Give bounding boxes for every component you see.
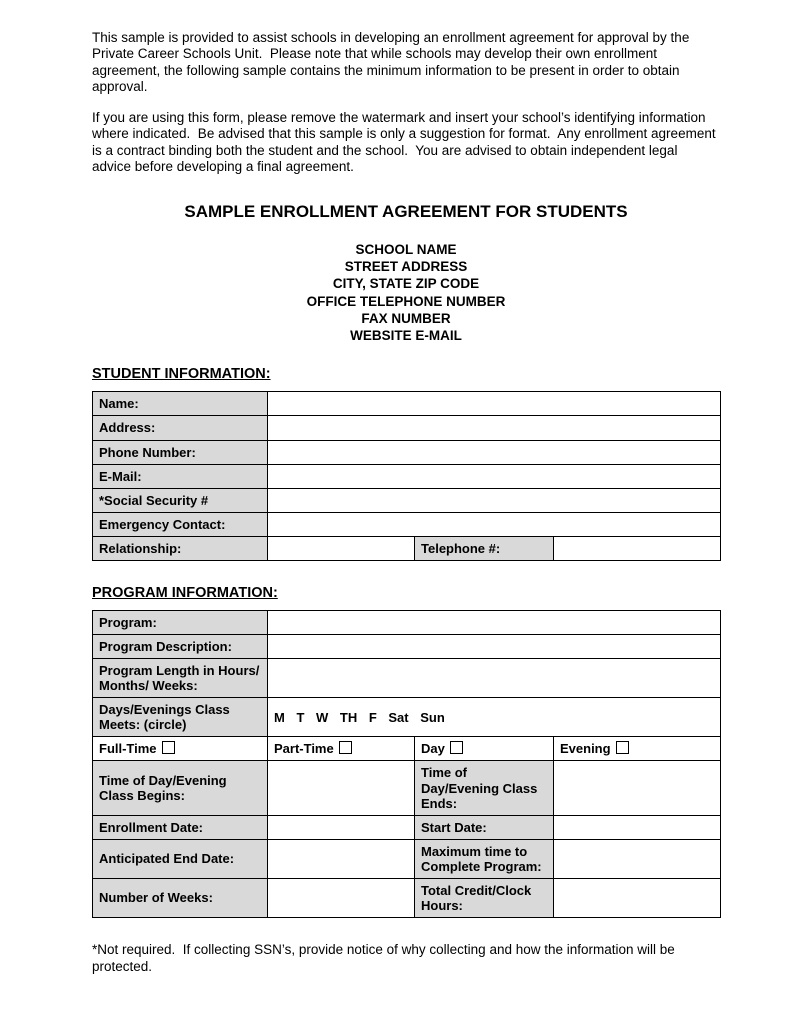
number-of-weeks-value-cell [268, 878, 415, 917]
name-label: Name: [93, 392, 268, 416]
full-time-cell [93, 737, 268, 761]
social-security-label: *Social Security # [93, 488, 268, 512]
full-time-label: Full-Time [99, 741, 157, 757]
table-row [93, 698, 721, 737]
email-label: E-Mail: [93, 464, 268, 488]
phone-number-value-cell [268, 440, 721, 464]
table-row [93, 761, 721, 815]
telephone-value-cell [554, 536, 721, 560]
part-time-checkbox [339, 741, 352, 754]
emergency-contact-label: Emergency Contact: [93, 512, 268, 536]
class-ends-value-cell [554, 761, 721, 815]
student-information-heading: STUDENT INFORMATION: [92, 366, 271, 383]
relationship-label: Relationship: [93, 536, 268, 560]
document-title: SAMPLE ENROLLMENT AGREEMENT FOR STUDENTS [184, 201, 628, 221]
name-value-cell [268, 392, 721, 416]
table-row [93, 610, 721, 634]
ssn-footnote: *Not required. If collecting SSN’s, provide notice of why collecting and how the information will be protected. [92, 942, 679, 974]
phone-number-label: Phone Number: [93, 440, 268, 464]
day-cell [415, 737, 554, 761]
table-row [93, 488, 721, 512]
table-row [93, 464, 721, 488]
email-value-cell [268, 464, 721, 488]
program-length-label: Program Length in Hours/ Months/ Weeks: [93, 659, 268, 698]
table-row [93, 536, 721, 560]
table-row [93, 634, 721, 658]
telephone-label: Telephone #: [415, 536, 554, 560]
days-evenings-label: Days/Evenings Class Meets: (circle) [93, 698, 268, 737]
program-information-table [92, 610, 721, 918]
table-row [93, 878, 721, 917]
intro-paragraph-1: This sample is provided to assist schools in developing an enrollment agreement for approval by the Private Career Schools Unit. Please note that while schools may develop their own enrollment agreement, the following sample contains the minimum information to be present in order to obtain approval. [92, 30, 694, 95]
program-label: Program: [93, 610, 268, 634]
enrollment-date-label: Enrollment Date: [93, 815, 268, 839]
table-row [93, 512, 721, 536]
table-row [93, 416, 721, 440]
student-information-table [92, 391, 721, 561]
address-label: Address: [93, 416, 268, 440]
website-email-line: WEBSITE E-MAIL [350, 328, 462, 344]
program-information-heading: PROGRAM INFORMATION: [92, 584, 278, 601]
intro-paragraph-2: If you are using this form, please remove the watermark and insert your school’s identifying information where indicated. Be advised that this sample is only a suggestion for format. Any enrollment agreement is a contract binding both the student and the school. You are advised to obtain independent legal advice before developing a final agreement. [92, 109, 720, 175]
anticipated-end-date-label: Anticipated End Date: [93, 839, 268, 878]
school-header-block [92, 241, 720, 345]
relationship-value-cell [268, 536, 415, 560]
fax-number-line: FAX NUMBER [361, 310, 451, 326]
table-row [93, 659, 721, 698]
number-of-weeks-label: Number of Weeks: [93, 878, 268, 917]
table-row [93, 392, 721, 416]
days-of-week-value: M T W TH F Sat Sun [268, 698, 721, 737]
evening-checkbox [616, 741, 629, 754]
day-label: Day [421, 741, 445, 757]
start-date-value-cell [554, 815, 721, 839]
program-length-value-cell [268, 659, 721, 698]
start-date-label: Start Date: [415, 815, 554, 839]
evening-label: Evening [560, 741, 611, 757]
enrollment-date-value-cell [268, 815, 415, 839]
total-credit-clock-hours-label: Total Credit/Clock Hours: [415, 878, 554, 917]
maximum-time-value-cell [554, 839, 721, 878]
program-value-cell [268, 610, 721, 634]
table-row [93, 737, 721, 761]
address-value-cell [268, 416, 721, 440]
part-time-label: Part-Time [274, 741, 334, 757]
table-row [93, 440, 721, 464]
city-state-zip-line: CITY, STATE ZIP CODE [332, 276, 480, 292]
class-begins-label: Time of Day/Evening Class Begins: [93, 761, 268, 815]
class-ends-label: Time of Day/Evening Class Ends: [415, 761, 554, 815]
table-row [93, 839, 721, 878]
social-security-value-cell [268, 488, 721, 512]
evening-cell [554, 737, 721, 761]
part-time-cell [268, 737, 415, 761]
school-name-line: SCHOOL NAME [355, 241, 457, 257]
emergency-contact-value-cell [268, 512, 721, 536]
program-description-label: Program Description: [93, 634, 268, 658]
full-time-checkbox [162, 741, 175, 754]
office-telephone-line: OFFICE TELEPHONE NUMBER [306, 293, 506, 309]
class-begins-value-cell [268, 761, 415, 815]
maximum-time-label: Maximum time to Complete Program: [415, 839, 554, 878]
street-address-line: STREET ADDRESS [344, 259, 468, 275]
anticipated-end-date-value-cell [268, 839, 415, 878]
total-credit-clock-hours-value-cell [554, 878, 721, 917]
program-description-value-cell [268, 634, 721, 658]
table-row [93, 815, 721, 839]
day-checkbox [450, 741, 463, 754]
